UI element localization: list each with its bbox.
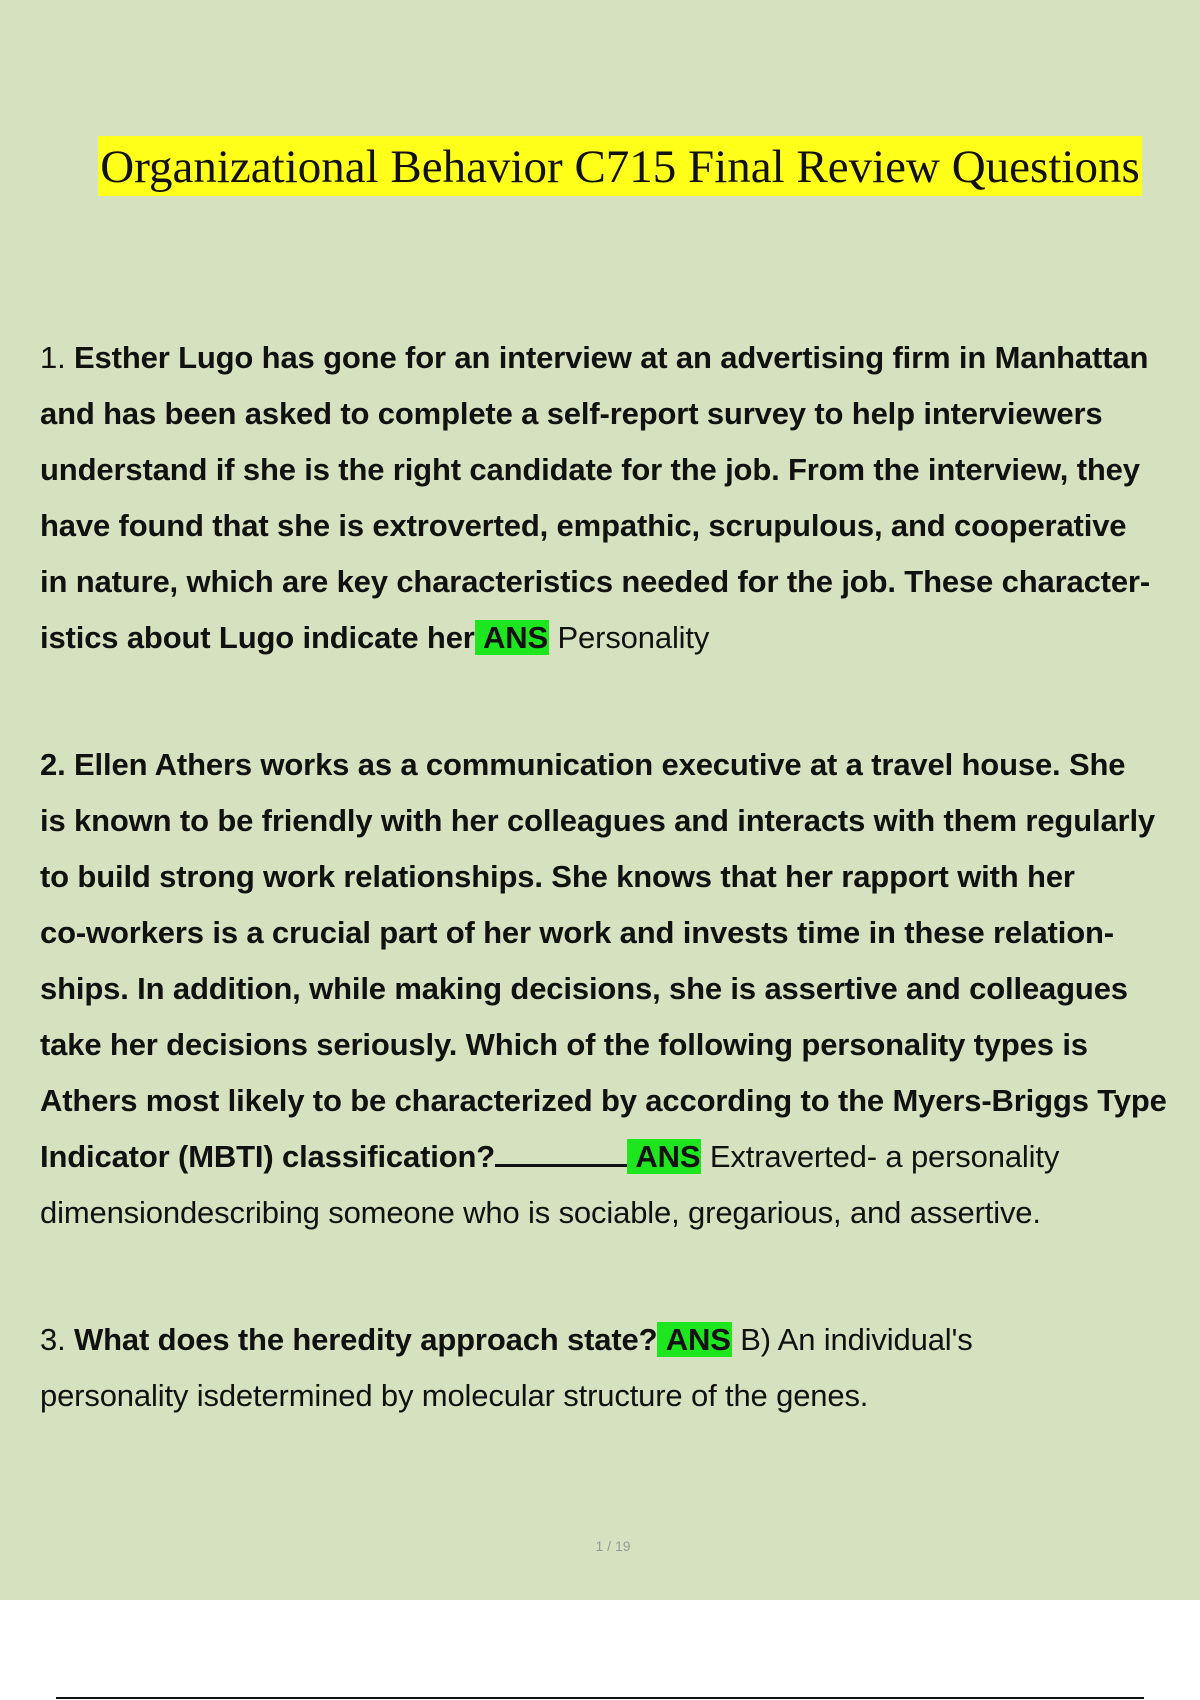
question-number: 2.	[40, 747, 66, 782]
answer-line: dimensiondescribing someone who is sociable, gregarious, and assertive.	[40, 1195, 1041, 1230]
title-container	[0, 136, 1200, 196]
questions-list	[40, 330, 1198, 1424]
bottom-divider	[56, 1697, 1144, 1699]
answer-text: Extraverted- a personality	[709, 1139, 1060, 1174]
question-text: What does the heredity approach state?	[74, 1322, 658, 1357]
question-line: to build strong work relationships. She knows that her rapport with her	[40, 859, 1075, 894]
question-text: istics about Lugo indicate her	[40, 620, 475, 655]
page-indicator: 1 / 19	[595, 1538, 631, 1554]
question-line: ships. In addition, while making decisions, she is assertive and colleagues	[40, 971, 1128, 1006]
question-number: 3.	[40, 1322, 66, 1357]
question-text: Ellen Athers works as a communication executive at a travel house. She	[74, 747, 1126, 782]
answer-text: B) An individual's	[740, 1322, 973, 1357]
question-line: co-workers is a crucial part of her work and invests time in these relation-	[40, 915, 1114, 950]
question-line: understand if she is the right candidate for the job. From the interview, they	[40, 452, 1140, 487]
question-line: take her decisions seriously. Which of the following personality types is	[40, 1027, 1088, 1062]
ans-label: ANS	[483, 620, 549, 655]
question-line	[40, 330, 1198, 386]
question-text: Indicator (MBTI) classification?	[40, 1139, 496, 1174]
question-text: Esther Lugo has gone for an interview at an advertising firm in Manhattan	[74, 340, 1149, 375]
question-line	[40, 1312, 1198, 1368]
question-line	[40, 737, 1198, 793]
ans-highlight	[475, 620, 549, 655]
question-line: in nature, which are key characteristics needed for the job. These character-	[40, 564, 1151, 599]
ans-label: ANS	[665, 1322, 731, 1357]
answer-text: Personality	[557, 620, 710, 655]
ans-label: ANS	[635, 1139, 701, 1174]
question-2	[40, 737, 1198, 1241]
question-1	[40, 330, 1198, 666]
question-line	[40, 1129, 1198, 1185]
question-line: Athers most likely to be characterized by according to the Myers-Briggs Type	[40, 1083, 1167, 1118]
question-number: 1.	[40, 340, 66, 375]
page-title: Organizational Behavior C715 Final Review Questions	[98, 136, 1142, 196]
ans-highlight	[627, 1139, 701, 1174]
question-line: have found that she is extroverted, empathic, scrupulous, and cooperative	[40, 508, 1127, 543]
answer-line: personality isdetermined by molecular structure of the genes.	[40, 1378, 869, 1413]
question-line	[40, 610, 1198, 666]
ans-highlight	[657, 1322, 731, 1357]
answer-blank	[495, 1136, 627, 1167]
question-line: is known to be friendly with her colleagues and interacts with them regularly	[40, 803, 1156, 838]
question-3	[40, 1312, 1198, 1424]
question-line: and has been asked to complete a self-report survey to help interviewers	[40, 396, 1103, 431]
